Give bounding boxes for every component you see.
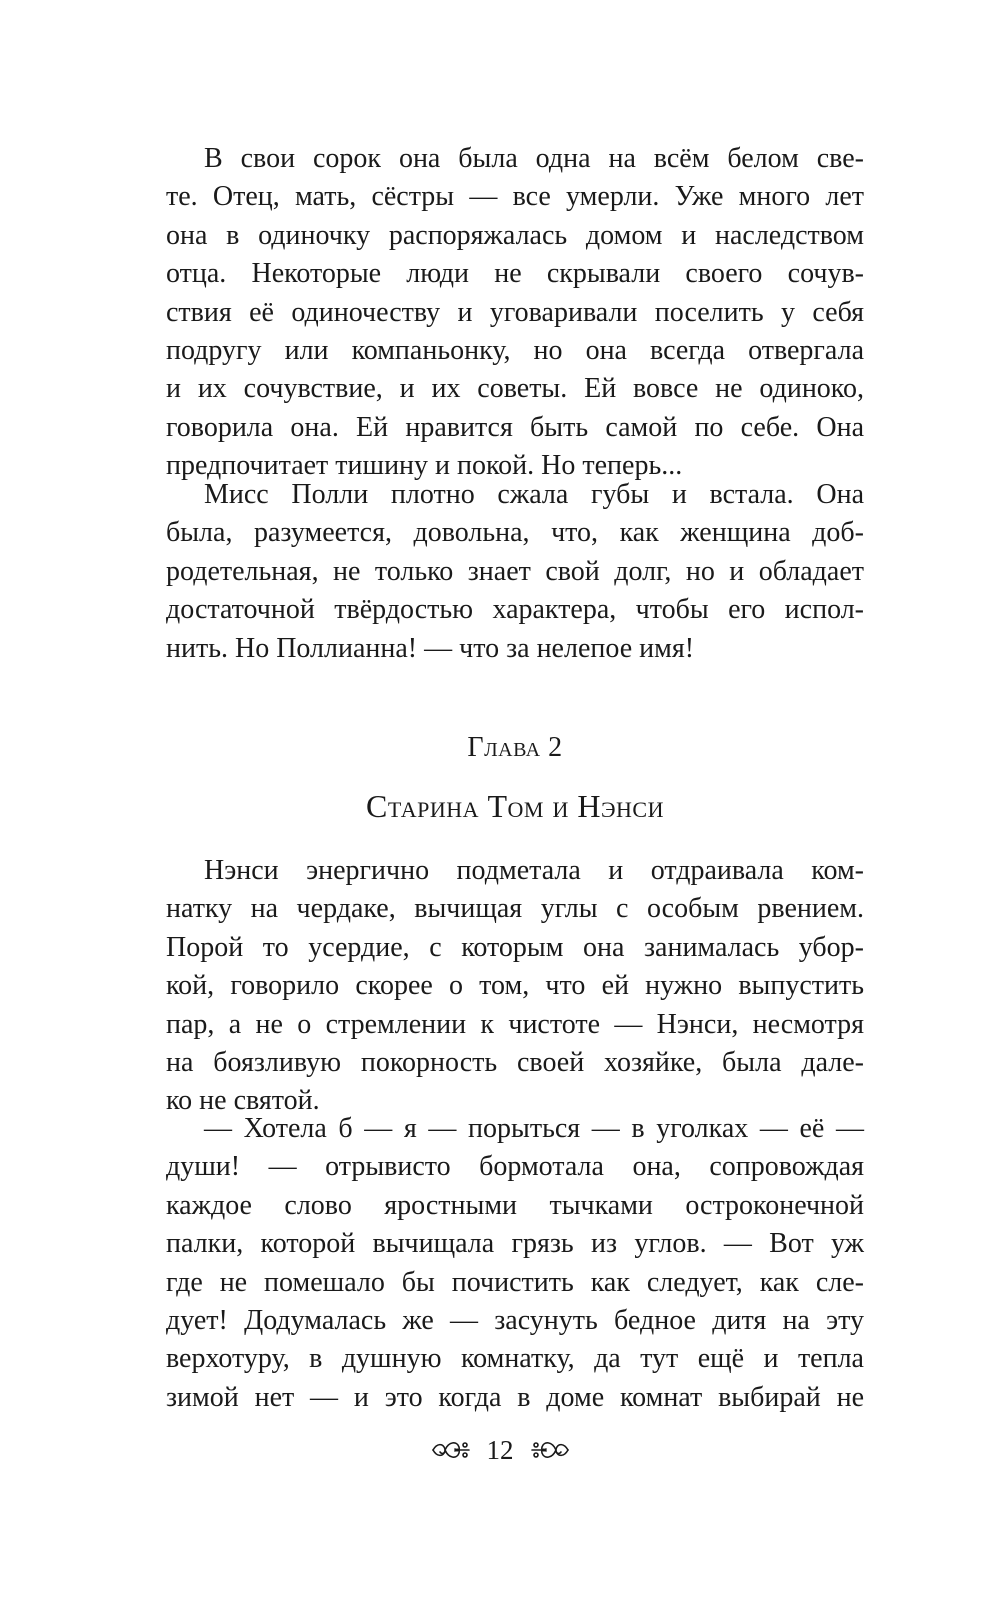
paragraph-1 [166,140,864,486]
text-line: пар, а не о стремлении к чистоте — Нэнси, несмотря [166,1008,864,1040]
text-line: Порой то усердие, с которым она занималась убор- [166,931,864,963]
text-line: натку на чердаке, вычищая углы с особым рвением. [166,893,864,925]
text-line: была, разумеется, довольна, что, как женщина доб- [166,517,864,549]
text-line: души! — отрывисто бормотала она, сопровождая [166,1151,864,1183]
text-line: Нэнси энергично подметала и отдраивала ком- [204,855,864,886]
paragraph-3 [166,852,864,1121]
text-line: В свои сорок она была одна на всём белом све- [204,143,864,174]
text-line: подругу или компаньонку, но она всегда отвергала [166,335,864,367]
text-line: где не помешало бы почистить как следует, как сле- [166,1266,864,1298]
page-footer [0,1430,1000,1470]
text-line: она в одиночку распоряжалась домом и наследством [166,219,864,251]
text-line: на боязливую покорность своей хозяйке, была дале- [166,1047,864,1079]
text-line: ко не святой. [166,1085,320,1117]
text-line: достаточной твёрдостью характера, чтобы его испол- [166,594,864,626]
text-line: каждое слово яростными тычками остроконечной [166,1189,864,1221]
paragraph-text [166,476,864,668]
text-line: нить. Но Поллианна! — что за нелепое имя! [166,632,695,664]
text-line: кой, говорило скорее о том, что ей нужно выпустить [166,970,864,1002]
paragraph-2 [166,476,864,668]
text-line: предпочитает тишину и покой. Но теперь... [166,450,683,482]
text-line: родетельная, не только знает свой долг, но и обладает [166,555,864,587]
text-line: палки, которой вычищала грязь из углов. — Вот уж [166,1228,864,1260]
chapter-number: Глава 2 [467,732,563,763]
text-line: и их сочувствие, и их советы. Ей вовсе не одиноко, [166,373,864,405]
floral-ornament-icon [429,1435,473,1465]
text-line: — Хотела б — я — порыться — в уголках — её — [204,1113,864,1144]
text-line: дует! Додумалась же — засунуть бедное дитя на эту [166,1305,864,1337]
paragraph-text [166,140,864,486]
paragraph-text [166,1110,864,1417]
paragraph-4 [166,1110,864,1417]
floral-ornament-icon [528,1435,572,1465]
text-line: те. Отец, мать, сёстры — все умерли. Уже много лет [166,181,864,213]
page-number: 12 [486,1434,514,1465]
text-line: говорила она. Ей нравится быть самой по себе. Она [166,411,864,443]
text-line: отца. Некоторые люди не скрывали своего сочув- [166,258,864,290]
paragraph-text [166,852,864,1121]
text-line: верхотуру, в душную комнатку, да тут ещё и тепла [166,1343,864,1375]
text-line: ствия её одиночеству и уговаривали поселить у себя [166,296,864,328]
text-line: зимой нет — и это когда в доме комнат выбирай не [166,1381,864,1413]
text-line: Мисс Полли плотно сжала губы и встала. Она [204,479,864,510]
chapter-title: Старина Том и Нэнси [366,788,664,824]
